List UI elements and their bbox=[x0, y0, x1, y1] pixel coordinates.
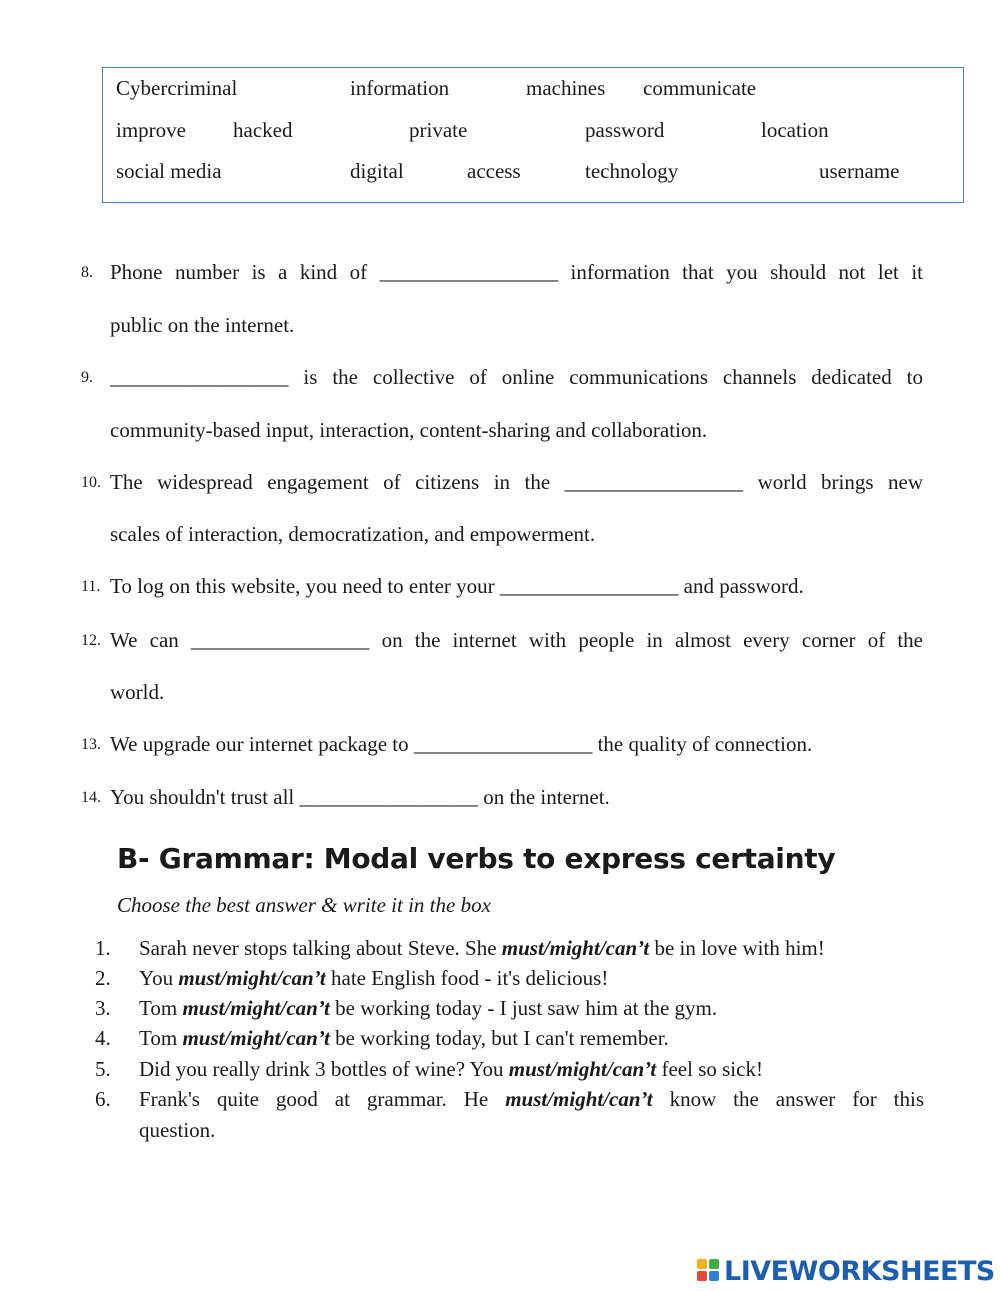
section-title: B- Grammar: Modal verbs to express certainty bbox=[117, 842, 836, 875]
word-bank-item: location bbox=[761, 118, 829, 142]
question-line: public on the internet. bbox=[110, 313, 295, 337]
word-bank-item: Cybercriminal bbox=[116, 76, 238, 100]
word-bank-item: information bbox=[350, 76, 450, 100]
modal-choice: must/might/can’t bbox=[178, 966, 326, 990]
question-number: 14. bbox=[81, 789, 101, 806]
grammar-item: Frank's quite good at grammar. He must/might/can’t know the answer for this bbox=[139, 1087, 924, 1111]
question-number: 11. bbox=[81, 578, 101, 595]
liveworksheets-blocks-icon bbox=[697, 1259, 721, 1283]
modal-choice: must/might/can’t bbox=[508, 1057, 657, 1081]
grammar-item-continuation: question. bbox=[139, 1118, 216, 1142]
word-bank-item: social media bbox=[116, 159, 222, 183]
instruction-text: Choose the best answer & write it in the box bbox=[117, 893, 491, 917]
question-number: 10. bbox=[81, 474, 101, 491]
modal-choice: must/might/can’t bbox=[505, 1087, 653, 1111]
grammar-item-number: 6. bbox=[95, 1087, 111, 1111]
grammar-item-number: 3. bbox=[95, 996, 111, 1020]
question-line: Phone number is a kind of _________________ information that you should not let it bbox=[110, 260, 923, 284]
word-bank-item: password bbox=[585, 118, 665, 142]
question-number: 8. bbox=[81, 264, 93, 281]
liveworksheets-logo bbox=[697, 1256, 995, 1286]
word-bank-item: improve bbox=[116, 118, 186, 142]
question-number: 9. bbox=[81, 369, 93, 386]
word-bank-item: technology bbox=[585, 159, 679, 183]
word-bank-item: communicate bbox=[643, 76, 757, 100]
grammar-item-number: 4. bbox=[95, 1026, 111, 1050]
word-bank-item: machines bbox=[526, 76, 606, 100]
grammar-item: You must/might/can’t hate English food - it's delicious! bbox=[139, 966, 609, 990]
grammar-item: Sarah never stops talking about Steve. She must/might/can’t be in love with him! bbox=[139, 936, 825, 960]
modal-choice: must/might/can’t bbox=[182, 1026, 330, 1050]
word-bank-item: access bbox=[467, 159, 521, 183]
question-line: We can _________________ on the internet with people in almost every corner of the bbox=[110, 628, 923, 652]
logo-text: LIVEWORKSHEETS bbox=[724, 1255, 995, 1287]
modal-choice: must/might/can’t bbox=[501, 936, 650, 960]
word-bank-item: hacked bbox=[233, 118, 293, 142]
question-line: world. bbox=[110, 680, 165, 704]
question-line: You shouldn't trust all _________________ on the internet. bbox=[110, 785, 610, 809]
modal-choice: must/might/can’t bbox=[182, 996, 330, 1020]
question-line: The widespread engagement of citizens in the _________________ world brings new bbox=[110, 470, 923, 494]
word-bank-item: private bbox=[409, 118, 468, 142]
question-line: community-based input, interaction, content-sharing and collaboration. bbox=[110, 418, 708, 442]
grammar-item: Tom must/might/can’t be working today - I just saw him at the gym. bbox=[139, 996, 718, 1020]
grammar-item: Tom must/might/can’t be working today, but I can't remember. bbox=[139, 1026, 669, 1050]
word-bank-item: digital bbox=[350, 159, 404, 183]
word-bank-item: username bbox=[819, 159, 900, 183]
grammar-item: Did you really drink 3 bottles of wine? You must/might/can’t feel so sick! bbox=[139, 1057, 763, 1081]
word-bank-box bbox=[102, 67, 964, 203]
question-number: 13. bbox=[81, 736, 101, 753]
question-line: To log on this website, you need to enter your _________________ and password. bbox=[110, 574, 804, 598]
grammar-item-number: 1. bbox=[95, 936, 111, 960]
grammar-item-number: 5. bbox=[95, 1057, 111, 1081]
question-line: _________________ is the collective of online communications channels dedicated to bbox=[110, 365, 923, 389]
grammar-item-number: 2. bbox=[95, 966, 111, 990]
question-number: 12. bbox=[81, 632, 101, 649]
question-line: scales of interaction, democratization, and empowerment. bbox=[110, 522, 596, 546]
question-line: We upgrade our internet package to _________________ the quality of connection. bbox=[110, 732, 813, 756]
